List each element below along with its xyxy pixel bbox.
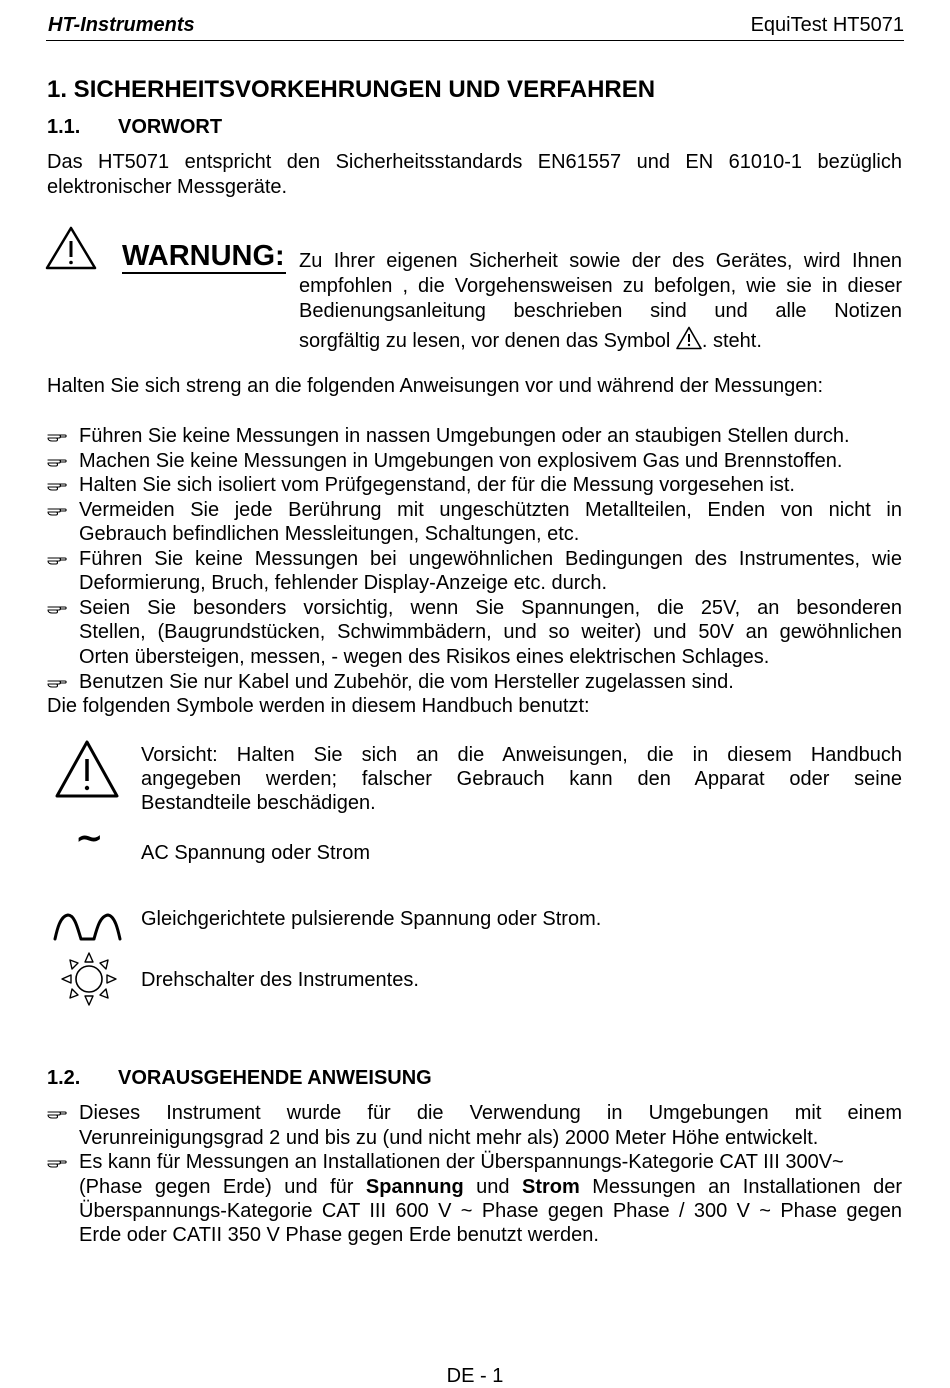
page-number: DE - 1: [446, 1365, 504, 1387]
pointing-hand-icon: [47, 455, 67, 469]
bullet-6-line-2: Stellen, (Baugrundstücken, Schwimmbädern, und so weiter) und 50V an gewöhnlichen: [79, 621, 902, 643]
subsection-number-2: 1.2.: [47, 1067, 81, 1089]
prelim-2-line-4: Erde oder CATII 350 V Phase gegen Erde benutzt werden.: [79, 1224, 599, 1246]
warning-line-2: empfohlen , die Vorgehensweisen zu befolgen, wie sie in dieser: [299, 275, 902, 297]
pointing-hand-icon: [47, 1156, 67, 1170]
instructions-intro: Halten Sie sich streng an die folgenden Anweisungen vor und während der Messungen:: [47, 375, 824, 397]
prelim-2-keyword-strom: Strom: [521, 1176, 580, 1198]
prelim-2-line-2-a: (Phase gegen Erde) und für: [79, 1176, 354, 1198]
bullet-5-line-1: Führen Sie keine Messungen bei ungewöhnlichen Bedingungen des Instrumentes, wie: [79, 548, 902, 570]
pointing-hand-icon: [47, 479, 67, 493]
header-brand: HT-Instruments: [48, 14, 195, 36]
rectified-wave-icon: [52, 910, 122, 942]
header-divider: [46, 40, 904, 41]
section-title: 1. SICHERHEITSVORKEHRUNGEN UND VERFAHREN: [47, 76, 656, 103]
bullet-4-line-1: Vermeiden Sie jede Berührung mit ungeschützten Metallteilen, Enden von nicht in: [79, 499, 902, 521]
bullet-2: Machen Sie keine Messungen in Umgebungen von explosivem Gas und Brennstoffen.: [79, 450, 843, 472]
caution-line-3: Bestandteile beschädigen.: [141, 792, 376, 814]
prelim-2-line-2-c: und: [476, 1176, 510, 1198]
pointing-hand-icon: [47, 430, 67, 444]
warning-underline: [122, 272, 286, 274]
intro-line-1: Das HT5071 entspricht den Sicherheitsstandards EN61557 und EN 61010-1 bezüglich: [47, 151, 902, 173]
prelim-1-line-1: Dieses Instrument wurde für die Verwendung in Umgebungen mit einem: [79, 1102, 902, 1124]
pointing-hand-icon: [47, 676, 67, 690]
bullet-7: Benutzen Sie nur Kabel und Zubehör, die vom Hersteller zugelassen sind.: [79, 671, 734, 693]
prelim-2-line-3: Überspannungs-Kategorie CAT III 600 V ~ Phase gegen Phase / 300 V ~ Phase gegen: [79, 1200, 902, 1222]
subsection-title: VORWORT: [118, 116, 223, 138]
rectified-description: Gleichgerichtete pulsierende Spannung oder Strom.: [141, 908, 602, 930]
caution-line-1: Vorsicht: Halten Sie sich an die Anweisungen, die in diesem Handbuch: [141, 744, 902, 766]
subsection-title-2: VORAUSGEHENDE ANWEISUNG: [118, 1067, 432, 1089]
ac-description: AC Spannung oder Strom: [141, 842, 371, 864]
inline-warning-icon: [676, 326, 702, 350]
bullet-6-line-3: Orten übersteigen, messen, - wegen des Risikos eines elektrischen Schlages.: [79, 646, 770, 668]
warning-line-3: Bedienungsanleitung beschrieben sind und alle Notizen: [299, 300, 902, 322]
bullet-5-line-2: Deformierung, Bruch, fehlender Display-Anzeige etc. durch.: [79, 572, 608, 594]
warning-line-4: [299, 326, 762, 354]
bullet-6-line-1: Seien Sie besonders vorsichtig, wenn Sie Spannungen, die 25V, an besonderen: [79, 597, 902, 619]
caution-triangle-icon: [54, 739, 120, 799]
switch-description: Drehschalter des Instrumentes.: [141, 969, 419, 991]
prelim-2-line-2-e: Messungen an Installationen der: [592, 1176, 903, 1198]
prelim-2-keyword-spannung: Spannung: [365, 1176, 464, 1198]
prelim-1-line-2: Verunreinigungsgrad 2 und bis zu (und nicht mehr als) 2000 Meter Höhe entwickelt.: [79, 1127, 819, 1149]
rotary-switch-icon: [59, 951, 119, 1007]
caution-line-2: angegeben werden; falscher Gebrauch kann den Apparat oder seine: [141, 768, 902, 790]
header-product: EquiTest HT5071: [750, 14, 904, 36]
bullet-3: Halten Sie sich isoliert vom Prüfgegenstand, der für die Messung vorgesehen ist.: [79, 474, 795, 496]
warning-line-1: Zu Ihrer eigenen Sicherheit sowie der des Gerätes, wird Ihnen: [299, 250, 902, 272]
pointing-hand-icon: [47, 553, 67, 567]
warning-line-4-pre: sorgfältig zu lesen, vor denen das Symbol: [299, 330, 671, 352]
pointing-hand-icon: [47, 1107, 67, 1121]
pointing-hand-icon: [47, 504, 67, 518]
pointing-hand-icon: [47, 602, 67, 616]
bullet-4-line-2: Gebrauch befindlichen Messleitungen, Schaltungen, etc.: [79, 523, 580, 545]
warning-label: WARNUNG:: [122, 240, 285, 272]
prelim-2-line-1: Es kann für Messungen an Installationen der Überspannungs-Kategorie CAT III 300V~: [79, 1151, 844, 1173]
symbols-intro: Die folgenden Symbole werden in diesem Handbuch benutzt:: [47, 695, 590, 717]
bullet-1: Führen Sie keine Messungen in nassen Umgebungen oder an staubigen Stellen durch.: [79, 425, 850, 447]
ac-symbol: ~: [75, 818, 104, 858]
intro-line-2: elektronischer Messgeräte.: [47, 176, 288, 198]
subsection-number: 1.1.: [47, 116, 81, 138]
prelim-2-line-2: [79, 1175, 902, 1200]
warning-triangle-icon: [45, 226, 97, 270]
warning-line-4-post: . steht.: [701, 330, 762, 352]
